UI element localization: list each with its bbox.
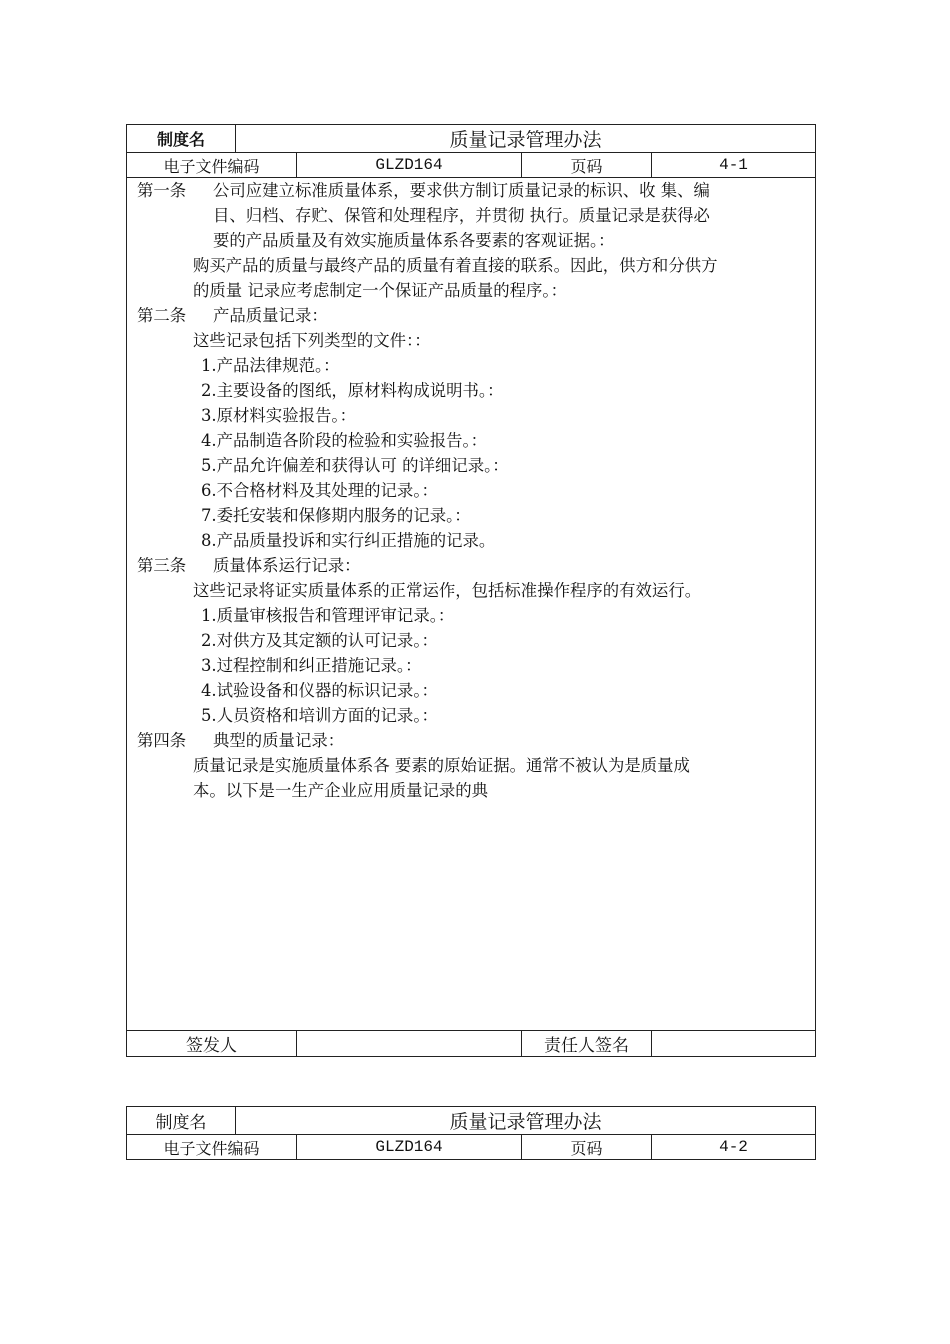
responsible-label: 责任人签名 — [522, 1031, 652, 1057]
article-1-para-line-2: 的质量 记录应考虑制定一个保证产品质量的程序。： — [193, 281, 567, 300]
list-item: 3.原材料实验报告。： — [201, 406, 356, 425]
article-3-intro: 这些记录将证实质量体系的正常运作，包括标准操作程序的有效运行。 — [193, 581, 702, 600]
article-2-intro: 这些记录包括下列类型的文件：： — [193, 331, 431, 350]
page-label: 页码 — [522, 1135, 652, 1160]
code-label: 电子文件编码 — [127, 1135, 297, 1160]
list-item: 1.产品法律规范。： — [201, 356, 340, 375]
body-cell — [127, 178, 816, 1031]
name-label: 制度名 — [127, 1107, 236, 1135]
document-title: 质量记录管理办法 — [236, 1107, 816, 1135]
page-number: 4-2 — [652, 1135, 816, 1160]
article-1-line-2: 目、归档、存贮、保管和处理程序，并贯彻 执行。质量记录是获得必 — [213, 206, 710, 225]
list-item: 2.主要设备的图纸，原材料构成说明书。： — [201, 381, 504, 400]
form-page-2 — [126, 1106, 816, 1160]
article-1-line-3: 要的产品质量及有效实施质量体系各要素的客观证据。： — [213, 231, 615, 250]
code-value: GLZD164 — [297, 1135, 522, 1160]
article-3-heading-row — [137, 553, 807, 578]
article-2-title: 产品质量记录： — [213, 306, 328, 325]
article-4-title: 典型的质量记录： — [213, 731, 345, 750]
list-item: 7.委托安装和保修期内服务的记录。： — [201, 506, 471, 525]
document-body — [127, 178, 815, 803]
article-4-heading: 第四条 — [137, 731, 187, 750]
list-item: 8.产品质量投诉和实行纠正措施的记录。 — [201, 531, 496, 550]
list-item: 3.过程控制和纠正措施记录。： — [201, 656, 422, 675]
article-2-heading-row — [137, 303, 807, 328]
article-4-line-2: 本。以下是一生产企业应用质量记录的典 — [193, 781, 489, 800]
article-3-heading: 第三条 — [137, 556, 187, 575]
list-item: 4.产品制造各阶段的检验和实验报告。： — [201, 431, 488, 450]
issuer-field — [297, 1031, 522, 1057]
list-item: 5.人员资格和培训方面的记录。： — [201, 706, 438, 725]
form-page-1 — [126, 124, 816, 1057]
list-item: 1.质量审核报告和管理评审记录。： — [201, 606, 455, 625]
article-2-heading: 第二条 — [137, 306, 187, 325]
article-4-heading-row — [137, 728, 807, 753]
article-1-para-line-1: 购买产品的质量与最终产品的质量有着直接的联系。因此，供方和分供方 — [193, 256, 718, 275]
page-number: 4-1 — [652, 153, 816, 178]
list-item: 4.试验设备和仪器的标识记录。： — [201, 681, 438, 700]
article-3-title: 质量体系运行记录： — [213, 556, 361, 575]
article-1-line-1: 公司应建立标准质量体系，要求供方制订质量记录的标识、收 集、编 — [213, 181, 710, 200]
document-title: 质量记录管理办法 — [236, 125, 816, 153]
page-label: 页码 — [522, 153, 652, 178]
list-item: 2.对供方及其定额的认可记录。： — [201, 631, 438, 650]
code-value: GLZD164 — [297, 153, 522, 178]
list-item: 6.不合格材料及其处理的记录。： — [201, 481, 438, 500]
code-label: 电子文件编码 — [127, 153, 297, 178]
article-1-heading: 第一条 — [137, 181, 187, 200]
list-item: 5.产品允许偏差和获得认可 的详细记录。： — [201, 456, 509, 475]
issuer-label: 签发人 — [127, 1031, 297, 1057]
article-4-line-1: 质量记录是实施质量体系各 要素的原始证据。通常不被认为是质量成 — [193, 756, 690, 775]
name-label: 制度名 — [127, 125, 236, 153]
article-1 — [137, 178, 807, 253]
responsible-field — [652, 1031, 816, 1057]
